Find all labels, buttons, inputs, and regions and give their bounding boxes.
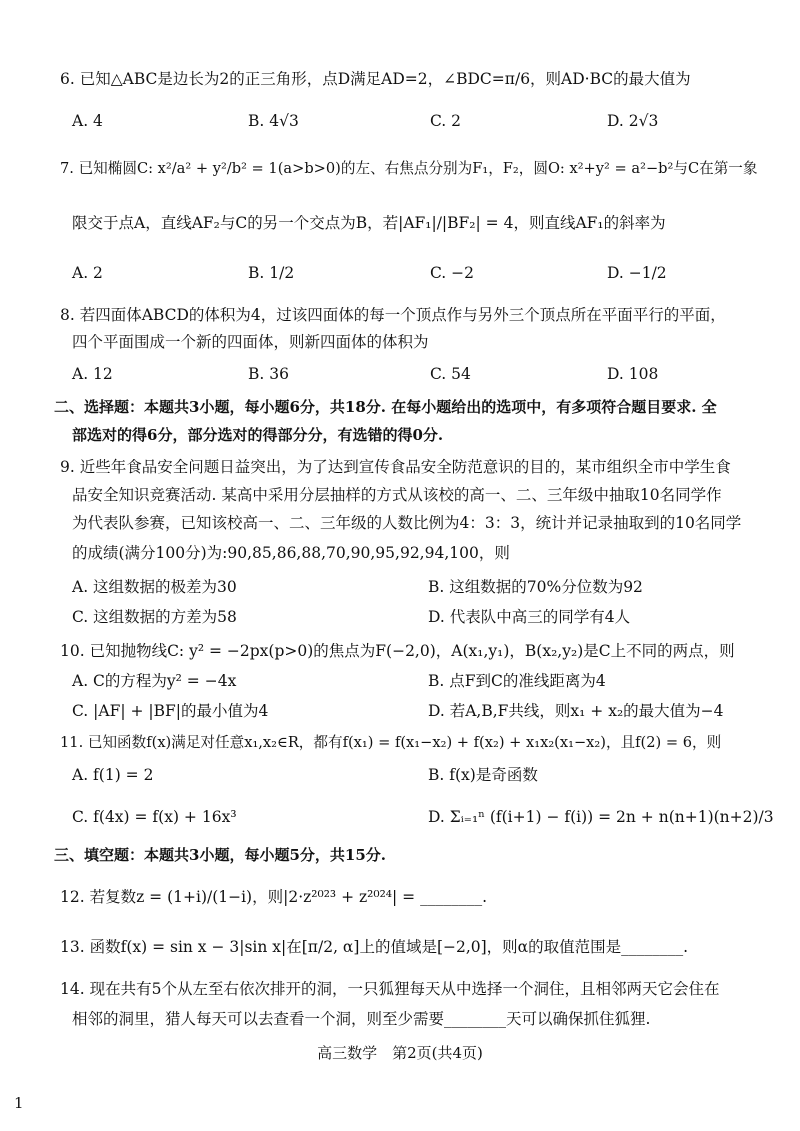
- q6-option-a: A. 4: [72, 112, 103, 130]
- q9-line2: 品安全知识竞赛活动. 某高中采用分层抽样的方式从该校的高一、二、三年级中抽取10名同学作: [72, 486, 722, 504]
- q9-line3: 为代表队参赛，已知该校高一、二、三年级的人数比例为4：3：3，统计并记录抽取到的10名同学: [72, 514, 742, 532]
- section2-heading-line2: 部选对的得6分，部分选对的得部分分，有选错的得0分.: [72, 426, 444, 444]
- q10-option-b: B. 点F到C的准线距离为4: [428, 672, 606, 690]
- q13-text: 13. 函数f(x) = sin x − 3|sin x|在[π/2, α]上的值域是[−2,0]，则α的取值范围是________.: [60, 938, 689, 956]
- q6-option-c: C. 2: [430, 112, 462, 130]
- q6-option-d: D. 2√3: [607, 112, 659, 130]
- q11-option-d: D. Σᵢ₌₁ⁿ (f(i+1) − f(i)) = 2n + n(n+1)(n+2)/3: [428, 808, 774, 826]
- q8-option-a: A. 12: [72, 365, 113, 383]
- q10-stem: 10. 已知抛物线C: y² = −2px(p>0)的焦点为F(−2,0)，A(x₁,y₁)，B(x₂,y₂)是C上不同的两点，则: [60, 642, 735, 660]
- q8-option-c: C. 54: [430, 365, 471, 383]
- q9-option-b: B. 这组数据的70%分位数为92: [428, 578, 643, 596]
- q14-line1: 14. 现在共有5个从左至右依次排开的洞，一只狐狸每天从中选择一个洞住，且相邻两天它会住在: [60, 980, 720, 998]
- q11-option-b: B. f(x)是奇函数: [428, 766, 538, 784]
- q8-stem-line2: 四个平面围成一个新的四面体，则新四面体的体积为: [72, 333, 429, 351]
- q8-option-d: D. 108: [607, 365, 659, 383]
- q8-option-b: B. 36: [248, 365, 289, 383]
- q7-stem-line1: 7. 已知椭圆C: x²/a² + y²/b² = 1(a>b>0)的左、右焦点分别为F₁，F₂，圆O: x²+y² = a²−b²与C在第一象: [60, 160, 758, 177]
- q9-option-d: D. 代表队中高三的同学有4人: [428, 608, 631, 626]
- q8-stem-line1: 8. 若四面体ABCD的体积为4，过该四面体的每一个顶点作与另外三个顶点所在平面平行的平面，: [60, 306, 726, 324]
- q10-option-d: D. 若A,B,F共线，则x₁ + x₂的最大值为−4: [428, 702, 724, 720]
- q7-option-b: B. 1/2: [248, 264, 295, 282]
- section2-heading-line1: 二、选择题：本题共3小题，每小题6分，共18分. 在每小题给出的选项中，有多项符合题目要求. 全: [54, 398, 717, 416]
- corner-mark: 1: [14, 1094, 24, 1112]
- q14-line2: 相邻的洞里，猎人每天可以去查看一个洞，则至少需要________天可以确保抓住狐狸.: [72, 1010, 651, 1028]
- q9-option-a: A. 这组数据的极差为30: [72, 578, 237, 596]
- page-footer: 高三数学 第2页(共4页): [317, 1044, 483, 1062]
- q9-line4: 的成绩(满分100分)为:90,85,86,88,70,90,95,92,94,100，则: [72, 544, 510, 562]
- q6-stem: 6. 已知△ABC是边长为2的正三角形，点D满足AD=2，∠BDC=π/6，则AD·BC的最大值为: [60, 70, 691, 88]
- q9-option-c: C. 这组数据的方差为58: [72, 608, 237, 626]
- section3-heading: 三、填空题：本题共3小题，每小题5分，共15分.: [54, 846, 386, 864]
- q11-stem: 11. 已知函数f(x)满足对任意x₁,x₂∈R，都有f(x₁) = f(x₁−x₂) + f(x₂) + x₁x₂(x₁−x₂)，且f(2) = 6，则: [60, 734, 722, 751]
- q7-stem-line2: 限交于点A，直线AF₂与C的另一个交点为B，若|AF₁|/|BF₂| = 4，则直线AF₁的斜率为: [72, 214, 666, 232]
- q7-option-c: C. −2: [430, 264, 475, 282]
- q7-option-a: A. 2: [72, 264, 103, 282]
- q6-option-b: B. 4√3: [248, 112, 299, 130]
- q7-option-d: D. −1/2: [607, 264, 667, 282]
- q11-option-c: C. f(4x) = f(x) + 16x³: [72, 808, 237, 826]
- q10-option-a: A. C的方程为y² = −4x: [72, 672, 237, 690]
- q11-option-a: A. f(1) = 2: [72, 766, 154, 784]
- q9-line1: 9. 近些年食品安全问题日益突出，为了达到宣传食品安全防范意识的目的，某市组织全市中学生食: [60, 458, 731, 476]
- q12-text: 12. 若复数z = (1+i)/(1−i)，则|2·z²⁰²³ + z²⁰²⁴| = ________.: [60, 888, 487, 906]
- q10-option-c: C. |AF| + |BF|的最小值为4: [72, 702, 269, 720]
